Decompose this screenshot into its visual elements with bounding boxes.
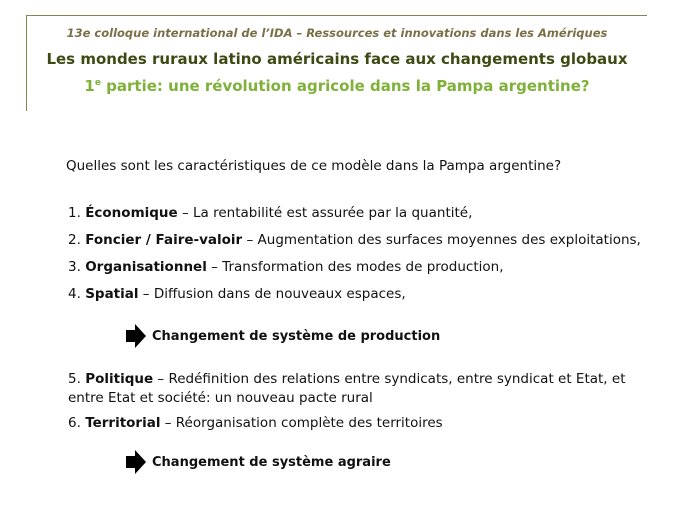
item-text: – Transformation des modes de production, [206,259,504,275]
item-label: Spatial [85,286,139,302]
list-item [68,204,472,223]
conclusion-label: Changement de système de production [152,328,441,344]
conference-title: 13e colloque international de l’IDA – Ressources et innovations dans les Amériques [66,26,608,40]
item-number: 1. [68,205,81,221]
list-item [68,285,406,304]
conclusion-label: Changement de système agraire [152,454,391,470]
slide-subtitle [27,77,647,95]
item-number: 2. [68,232,81,248]
item-number: 6. [68,415,81,431]
item-number: 5. [68,371,81,387]
item-label: Foncier / Faire-valoir [85,232,243,248]
item-text: – Diffusion dans de nouveaux espaces, [138,286,406,302]
subtitle-superscript: e [94,78,101,88]
item-number: 3. [68,259,81,275]
slide-title: Les mondes ruraux latino américains face aux changements globaux [46,50,628,68]
right-arrow-icon [126,450,146,474]
item-text: – Réorganisation complète des territoires [160,415,443,431]
item-text: – Redéfinition des relations entre syndicats, entre syndicat et Etat, et entre Etat et société: un nouveau pacte rural [68,371,626,406]
list-item [68,258,504,277]
item-label: Politique [85,371,154,387]
list-item [68,231,641,250]
item-label: Territorial [85,415,161,431]
subtitle-number: 1 [84,77,95,95]
item-label: Économique [85,205,178,221]
list-item [68,370,658,408]
slide-header [26,15,647,111]
conclusion-agrarian [126,450,391,474]
item-number: 4. [68,286,81,302]
list-item [68,414,443,433]
conclusion-production [126,324,440,348]
right-arrow-icon [126,324,146,348]
item-text: – La rentabilité est assurée par la quantité, [177,205,473,221]
item-text: – Augmentation des surfaces moyennes des exploitations, [242,232,641,248]
subtitle-text: partie: une révolution agricole dans la Pampa argentine? [100,77,590,95]
item-label: Organisationnel [85,259,207,275]
question-text: Quelles sont les caractéristiques de ce modèle dans la Pampa argentine? [66,158,562,174]
